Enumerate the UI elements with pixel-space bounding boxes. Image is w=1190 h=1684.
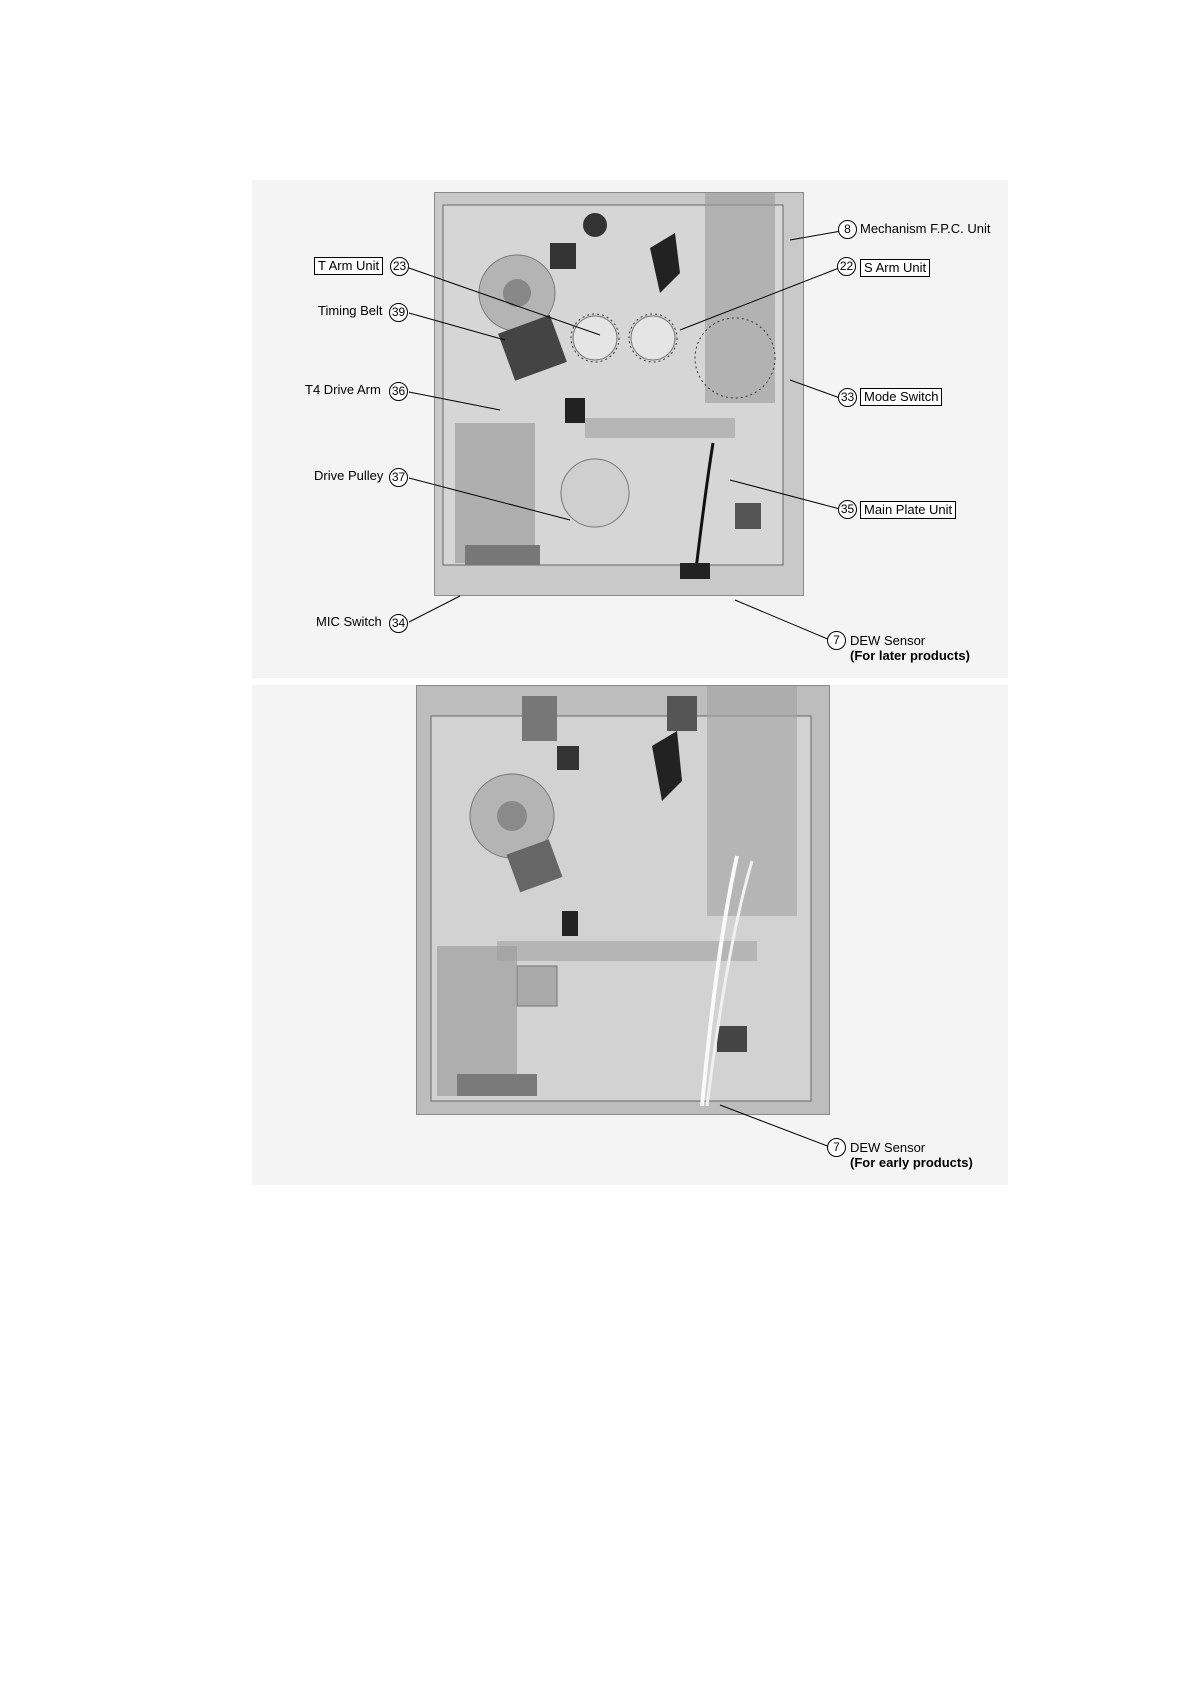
- dew-sensor-later-label: DEW Sensor: [850, 633, 926, 648]
- dew-sensor-later-note: (For later products): [850, 648, 970, 663]
- mechanism-drawing-later: [435, 193, 803, 595]
- t-arm-unit-label: T Arm Unit: [314, 257, 383, 275]
- mechanism-drawing-early: [417, 686, 829, 1114]
- s-arm-unit-label: S Arm Unit: [860, 259, 930, 277]
- mechanism-photo-early: [416, 685, 830, 1115]
- callout-number-7-later: 7: [827, 631, 846, 650]
- main-plate-unit-label: Main Plate Unit: [860, 501, 956, 519]
- callout-number-33: 33: [838, 388, 857, 407]
- callout-number-23: 23: [390, 257, 409, 276]
- figure-panel-top: [252, 180, 1008, 678]
- mechanism-fpc-unit-label: Mechanism F.P.C. Unit: [860, 221, 991, 236]
- mechanism-photo-later: [434, 192, 804, 596]
- timing-belt-label: Timing Belt: [318, 303, 383, 318]
- callout-number-7-early: 7: [827, 1138, 846, 1157]
- figure-panel-bottom: [252, 685, 1008, 1185]
- callout-number-36: 36: [389, 382, 408, 401]
- callout-number-39: 39: [389, 303, 408, 322]
- dew-sensor-early-note: (For early products): [850, 1155, 973, 1170]
- drive-pulley-label: Drive Pulley: [314, 468, 384, 483]
- mic-switch-label: MIC Switch: [316, 614, 382, 629]
- callout-number-8: 8: [838, 220, 857, 239]
- callout-number-34: 34: [389, 614, 408, 633]
- callout-number-22: 22: [837, 257, 856, 276]
- t4-drive-arm-label: T4 Drive Arm: [305, 382, 381, 397]
- callout-number-35: 35: [838, 500, 857, 519]
- callout-number-37: 37: [389, 468, 408, 487]
- mode-switch-label: Mode Switch: [860, 388, 942, 406]
- dew-sensor-early-label: DEW Sensor: [850, 1140, 926, 1155]
